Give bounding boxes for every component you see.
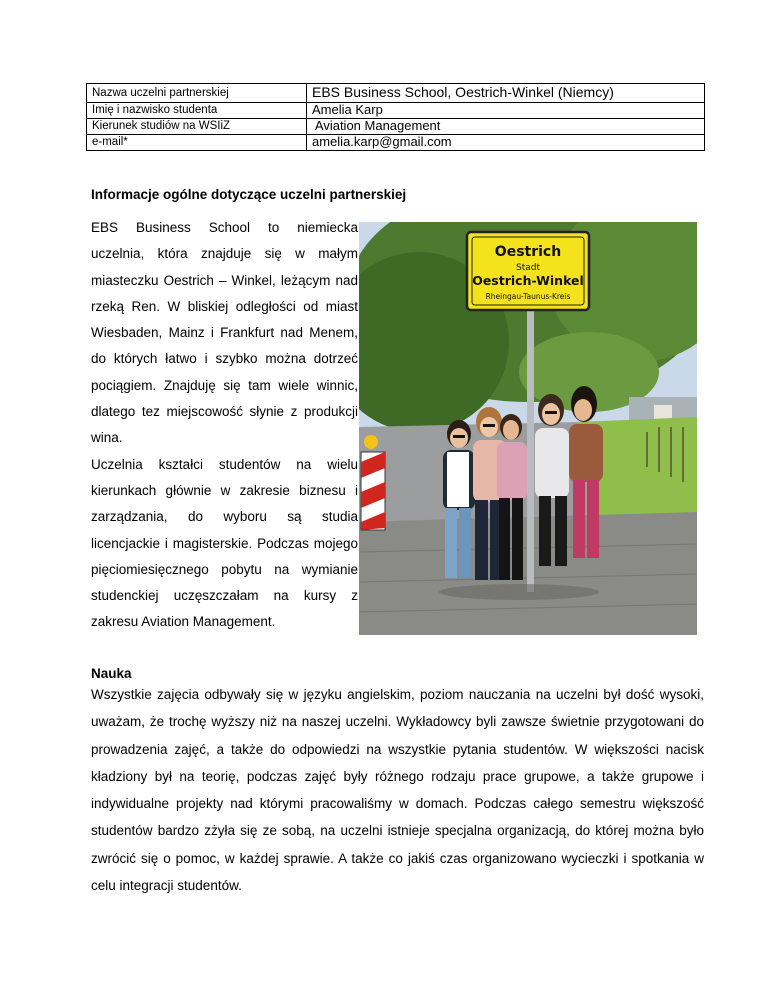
sign-line-3: Oestrich-Winkel [472,273,584,288]
sign-line-4: Rheingau-Taunus-Kreis [485,292,571,301]
study-paragraph: Wszystkie zajęcia odbywały się w języku angielskim, poziom nauczania na uczelni był dość wysoki, uważam, że trochę wyższy niż na naszej uczelni. Wykładowcy byli zawsze świetnie przygotowani do prowadzenia zajęć, a także do odpowiedzi na wszystkie pytania studentów. W większości nacisk kładziony był na teorię, podczas zajęć były różnego rodzaju prace grupowe, a także grupowe i indywidualne projekty nad którymi pracowaliśmy w domach. Podczas całego semestru większość studentów bardzo zżyła się ze sobą, na uczelni istnieje specjalna organizacją, do której można było zwrócić się o pomoc, w każdej sprawie. A także co jakiś czas organizowano wycieczki i spotkania w celu integracji studentów. [91,687,704,894]
table-row [87,135,705,151]
sign-line-1: Oestrich [494,244,562,260]
field-of-study-label: Kierunek studiów na WSIiZ [87,119,307,135]
table-row [87,119,705,135]
email-label: e-mail* [87,135,307,151]
student-info-table [86,83,705,151]
student-name-value: Amelia Karp [307,103,705,119]
study-heading: Nauka [91,666,132,681]
table-row [87,103,705,119]
students-photo [359,222,697,635]
table-row [87,84,705,103]
email-value: amelia.karp@gmail.com [307,135,705,151]
general-info-paragraph-2: Uczelnia kształci studentów na wielu kierunkach głównie w zakresie biznesu i zarządzania, do wyboru są studia licencjackie i magisterskie. Podczas mojego pięciomiesięcznego pobytu na wymianie studenckiej uczęszczałam na kursy z zakresu Aviation Management. [91,456,358,630]
field-of-study-value: Aviation Management [307,119,705,135]
general-info-heading: Informacje ogólne dotyczące uczelni partnerskiej [91,187,407,202]
general-info-text [91,215,358,636]
general-info-paragraph-1: EBS Business School to niemiecka uczelnia, która znajduje się w małym miasteczku Oestrich – Winkel, leżącym nad rzeką Ren. W bliskiej odległości od miast Wiesbaden, Mainz i Frankfurt nad Menem, do których łatwo i szybko można dotrzeć pociągiem. Znajduję się tam wiele winnic, dlatego tez miejscowość słynie z produkcji wina. [91,220,358,446]
student-name-label: Imię i nazwisko studenta [87,103,307,119]
university-name-label: Nazwa uczelni partnerskiej [87,84,307,103]
university-name-value: EBS Business School, Oestrich-Winkel (Niemcy) [307,84,705,103]
sign-line-2: Stadt [516,263,540,273]
